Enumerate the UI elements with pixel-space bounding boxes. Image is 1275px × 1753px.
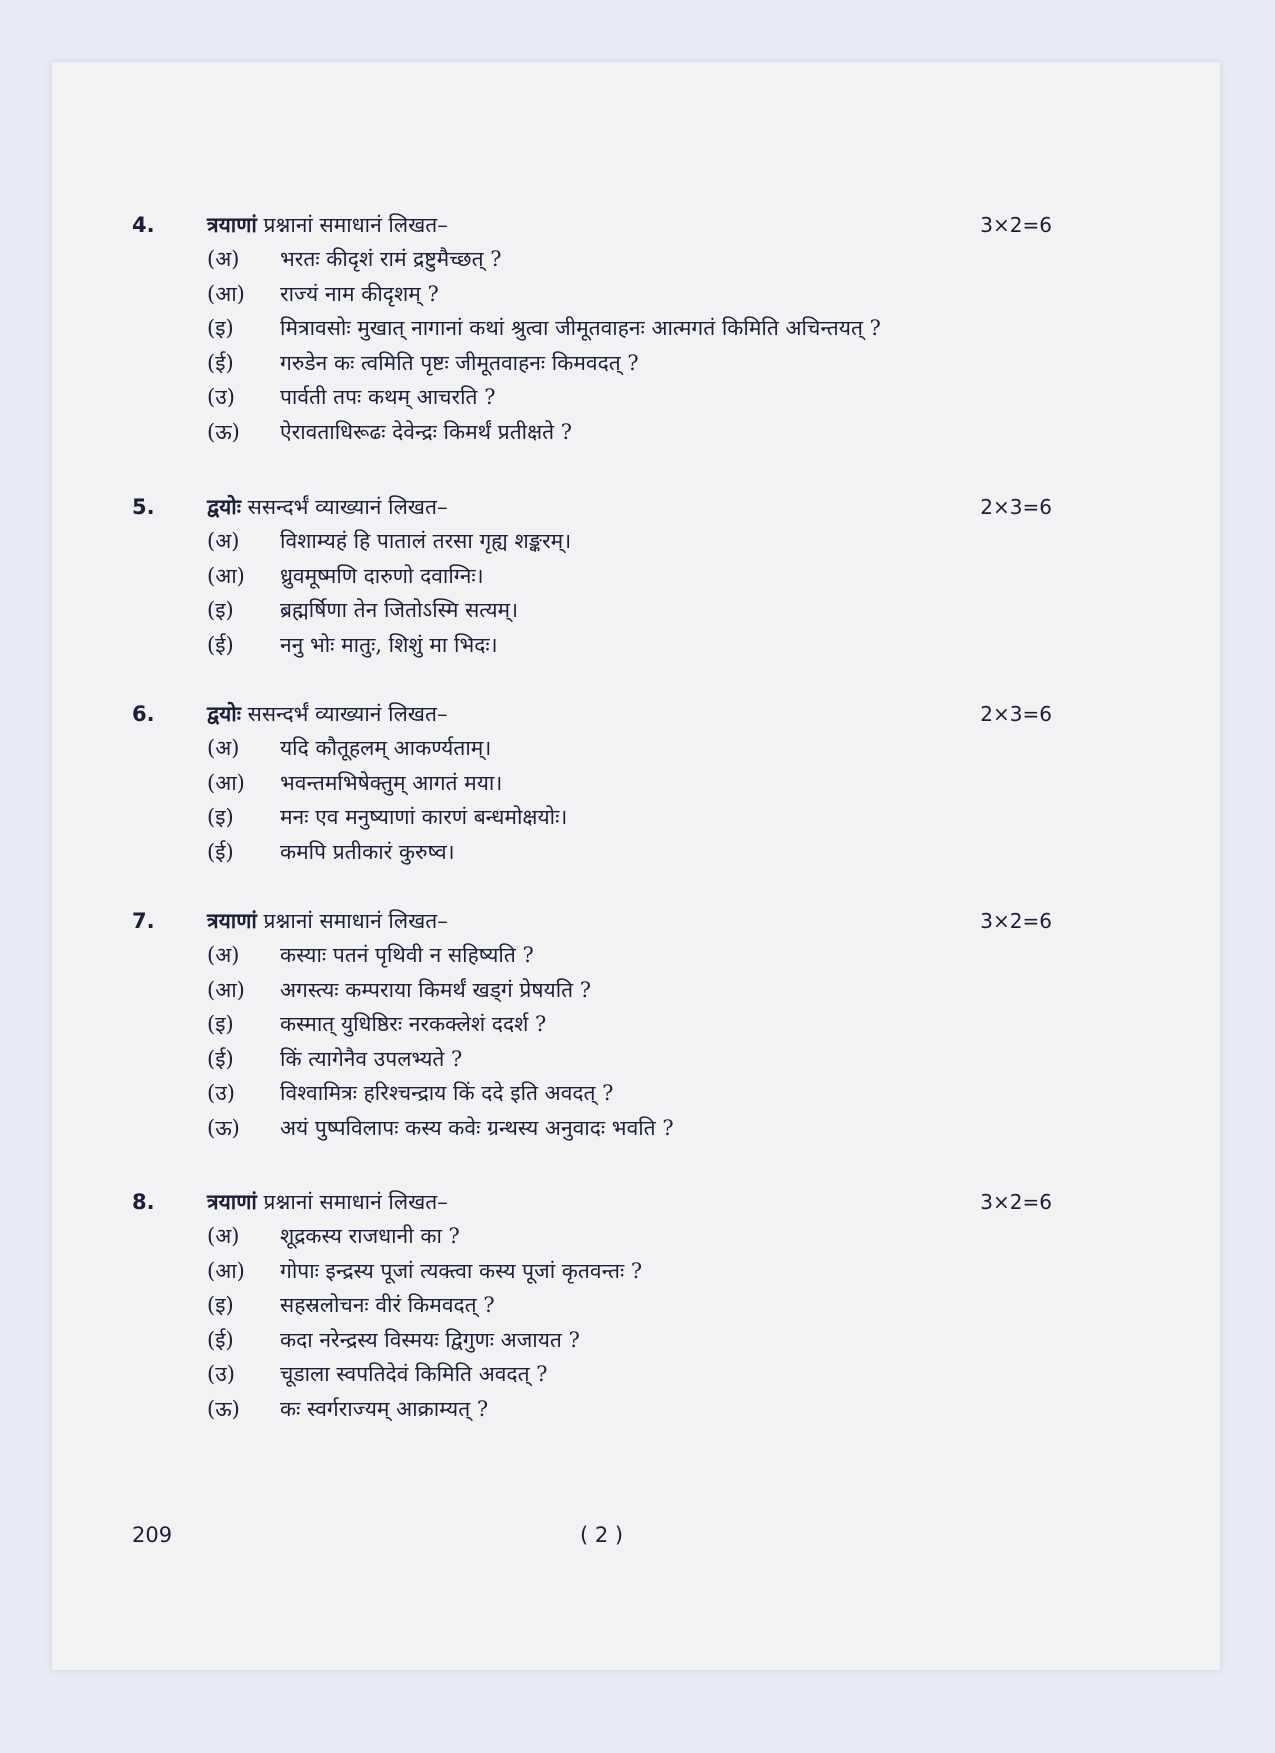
sub-question-label: (उ): [207, 1362, 235, 1386]
question-instruction: [207, 697, 447, 731]
question-8: [52, 1185, 1220, 1426]
sub-question-text: मित्रावसोः मुखात् नागानां कथां श्रुत्वा जीमूतवाहनः आत्मगतं किमिति अचिन्तयत् ?: [280, 316, 881, 340]
instruction-bold: द्वयोः: [207, 701, 241, 726]
sub-question: [52, 835, 1220, 870]
question-instruction: [207, 208, 448, 242]
sub-question: [52, 1219, 1220, 1254]
question-marks: 3×2=6: [980, 213, 1052, 237]
sub-question-text: ध्रुवमूष्मणि दारुणो दवाग्निः।: [280, 563, 484, 588]
sub-question: [52, 766, 1220, 801]
sub-question-label: (इ): [207, 316, 234, 340]
sub-question-label: (इ): [207, 1293, 234, 1317]
sub-question-label: (ऊ): [207, 419, 240, 444]
sub-question: [52, 1254, 1220, 1289]
sub-question-label: (अ): [207, 529, 240, 553]
sub-question-text: अगस्त्यः कम्पराया किमर्थं खड्गं प्रेषयति ?: [280, 977, 592, 1002]
sub-question: [52, 1042, 1220, 1077]
sub-question-label: (आ): [207, 281, 245, 306]
sub-question-label: (ई): [207, 632, 234, 657]
sub-question-text: कस्याः पतनं पृथिवी न सहिष्यति ?: [280, 943, 534, 967]
sub-question-text: ब्रह्मर्षिणा तेन जितोऽस्मि सत्यम्।: [280, 598, 519, 622]
sub-question: [52, 1323, 1220, 1358]
sub-question-text: विश्वामित्रः हरिश्चन्द्राय किं ददे इति अवदत् ?: [280, 1081, 614, 1105]
sub-question: [52, 1357, 1220, 1392]
exam-page: [52, 62, 1220, 1670]
sub-question: [52, 415, 1220, 450]
question-marks: 3×2=6: [980, 1190, 1052, 1214]
question-marks: 2×3=6: [980, 702, 1052, 726]
page-number: ( 2 ): [580, 1523, 624, 1547]
question-number: 5.: [132, 495, 155, 519]
sub-question-text: कमपि प्रतीकारं कुरुष्व।: [280, 839, 455, 864]
sub-question: [52, 1076, 1220, 1111]
question-marks: 2×3=6: [980, 495, 1052, 519]
sub-question-label: (इ): [207, 598, 234, 622]
sub-question: [52, 938, 1220, 973]
sub-question-text: कदा नरेन्द्रस्य विस्मयः द्विगुणः अजायत ?: [280, 1327, 580, 1352]
question-header: [52, 697, 1220, 731]
sub-question-text: गरुडेन कः त्वमिति पृष्टः जीमूतवाहनः किमवदत् ?: [280, 350, 639, 375]
sub-question-text: कः स्वर्गराज्यम् आक्राम्यत् ?: [280, 1396, 489, 1421]
instruction-rest: प्रश्नानां समाधानं लिखत–: [263, 1190, 448, 1214]
sub-question: [52, 731, 1220, 766]
question-5: [52, 490, 1220, 662]
instruction-rest: प्रश्नानां समाधानं लिखत–: [263, 213, 448, 237]
sub-question-text: कस्मात् युधिष्ठिरः नरकक्लेशं ददर्श ?: [280, 1012, 547, 1036]
sub-question: [52, 973, 1220, 1008]
sub-question: [52, 1392, 1220, 1427]
sub-question-label: (ई): [207, 1327, 234, 1352]
sub-question-text: गोपाः इन्द्रस्य पूजां त्यक्त्वा कस्य पूजां कृतवन्तः ?: [280, 1258, 643, 1283]
question-header: [52, 490, 1220, 524]
question-4: [52, 208, 1220, 449]
sub-question-label: (ई): [207, 350, 234, 375]
instruction-bold: त्रयाणां: [207, 1189, 257, 1214]
question-instruction: [207, 1185, 448, 1219]
sub-question-text: ननु भोः मातुः, शिशुं मा भिदः।: [280, 632, 498, 657]
sub-question-text: चूडाला स्वपतिदेवं किमिति अवदत् ?: [280, 1362, 548, 1386]
sub-question-label: (आ): [207, 770, 245, 795]
sub-question-text: भरतः कीदृशं रामं द्रष्टुमैच्छत् ?: [280, 247, 502, 271]
sub-question: [52, 559, 1220, 594]
sub-question-text: सहस्रलोचनः वीरं किमवदत् ?: [280, 1293, 495, 1317]
sub-question-text: भवन्तमभिषेक्तुम् आगतं मया।: [280, 770, 503, 795]
sub-question-text: विशाम्यहं हि पातालं तरसा गृह्य शङ्करम्।: [280, 529, 572, 553]
instruction-rest: ससन्दर्भं व्याख्यानं लिखत–: [247, 702, 448, 726]
question-number: 4.: [132, 213, 155, 237]
sub-question: [52, 380, 1220, 415]
sub-question-text: अयं पुष्पविलापः कस्य कवेः ग्रन्थस्य अनुवादः भवति ?: [280, 1115, 674, 1140]
instruction-bold: त्रयाणां: [207, 908, 257, 933]
sub-question-label: (आ): [207, 1258, 245, 1283]
question-number: 7.: [132, 909, 155, 933]
paper-code: 209: [132, 1523, 173, 1547]
sub-question: [52, 628, 1220, 663]
sub-question-text: शूद्रकस्य राजधानी का ?: [280, 1224, 460, 1248]
sub-question-label: (अ): [207, 943, 240, 967]
sub-question: [52, 277, 1220, 312]
sub-question-text: ऐरावताधिरूढः देवेन्द्रः किमर्थं प्रतीक्षते ?: [280, 419, 573, 444]
sub-question: [52, 800, 1220, 835]
question-instruction: [207, 490, 447, 524]
sub-question-label: (अ): [207, 247, 240, 271]
sub-question-label: (इ): [207, 1012, 234, 1036]
sub-question: [52, 524, 1220, 559]
sub-question-text: मनः एव मनुष्याणां कारणं बन्धमोक्षयोः।: [280, 805, 568, 829]
question-header: [52, 1185, 1220, 1219]
question-number: 6.: [132, 702, 155, 726]
sub-question-label: (आ): [207, 563, 245, 588]
sub-question-label: (इ): [207, 805, 234, 829]
instruction-rest: ससन्दर्भं व्याख्यानं लिखत–: [247, 495, 448, 519]
question-6: [52, 697, 1220, 869]
question-marks: 3×2=6: [980, 909, 1052, 933]
sub-question: [52, 242, 1220, 277]
sub-question: [52, 1288, 1220, 1323]
question-7: [52, 904, 1220, 1145]
sub-question-label: (ई): [207, 839, 234, 864]
sub-question-text: किं त्यागेनैव उपलभ्यते ?: [280, 1046, 463, 1071]
sub-question: [52, 346, 1220, 381]
instruction-bold: त्रयाणां: [207, 212, 257, 237]
question-header: [52, 208, 1220, 242]
sub-question-label: (अ): [207, 1224, 240, 1248]
sub-question-text: यदि कौतूहलम् आकर्ण्यताम्।: [280, 736, 492, 760]
question-instruction: [207, 904, 448, 938]
question-header: [52, 904, 1220, 938]
sub-question-label: (अ): [207, 736, 240, 760]
instruction-rest: प्रश्नानां समाधानं लिखत–: [263, 909, 448, 933]
sub-question-label: (उ): [207, 385, 235, 409]
question-number: 8.: [132, 1190, 155, 1214]
sub-question-label: (उ): [207, 1081, 235, 1105]
instruction-bold: द्वयोः: [207, 494, 241, 519]
sub-question-label: (ऊ): [207, 1115, 240, 1140]
sub-question-label: (आ): [207, 977, 245, 1002]
sub-question-label: (ई): [207, 1046, 234, 1071]
sub-question: [52, 593, 1220, 628]
sub-question-label: (ऊ): [207, 1396, 240, 1421]
sub-question: [52, 311, 1220, 346]
sub-question: [52, 1007, 1220, 1042]
sub-question-text: पार्वती तपः कथम् आचरति ?: [280, 385, 496, 409]
sub-question: [52, 1111, 1220, 1146]
sub-question-text: राज्यं नाम कीदृशम् ?: [280, 281, 439, 306]
